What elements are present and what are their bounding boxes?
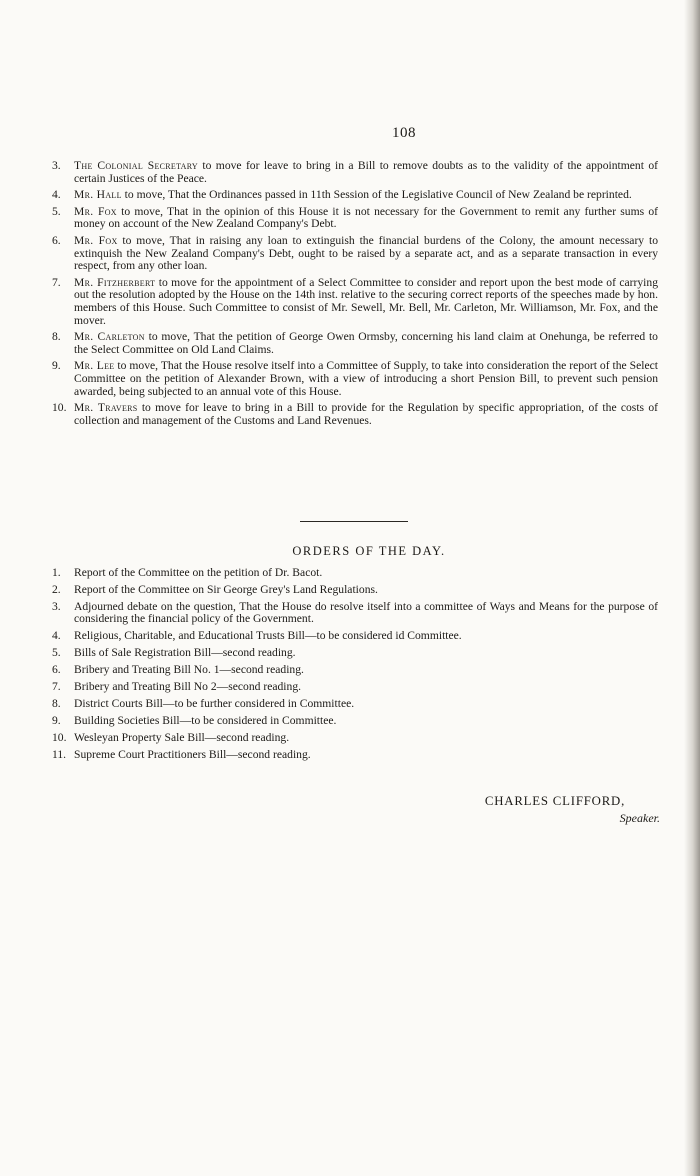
motion-item [52, 402, 658, 427]
motion-item [52, 235, 658, 273]
motion-item [52, 160, 658, 185]
motion-mover: Mr. Travers [74, 401, 138, 415]
motion-text: to move, That the petition of George Owen Ormsby, concerning his land claim at Onehunga, be referred to the Select Committee on Old Land Claims. [74, 330, 658, 356]
motion-text: to move, That in the opinion of this House it is not necessary for the Government to remit any further sums of money on account of the New Zealand Company's Debt. [74, 204, 658, 231]
motion-text: to move, That the House resolve itself into a Committee of Supply, to take into consideration the report of the Select Committee on the petition of Alexander Brown, with a view of introducing a short Pension Bill, to prevent such pension awarded, being subjected to an annual vote of this House. [74, 359, 658, 398]
order-item [52, 715, 658, 728]
order-item [52, 749, 658, 762]
order-text: Report of the Committee on the petition of Dr. Bacot. [74, 566, 323, 579]
motion-number: 5. [52, 204, 61, 218]
notices-of-motion [52, 160, 658, 431]
order-number: 3. [52, 599, 61, 613]
motion-text: to move for leave to bring in a Bill to provide for the Regulation by specific appropriation, of the costs of collection and management of the Customs and Land Revenues. [74, 401, 659, 427]
motion-mover: Mr. Fox [74, 233, 118, 247]
order-text: Supreme Court Practitioners Bill—second reading. [74, 747, 311, 761]
motion-number: 6. [52, 233, 61, 247]
order-item [52, 567, 658, 580]
signature-title: Speaker. [619, 811, 660, 825]
motion-number: 7. [52, 275, 61, 289]
motion-number: 4. [52, 188, 61, 202]
motion-mover: Mr. Fitzherbert [74, 275, 156, 289]
motion-text: to move for the appointment of a Select Committee to consider and report upon the best mode of carrying out the resolution adopted by the House on the 14th inst. relative to the securing correct reports of the speeches made by hon. members of this House. Such Committee to consist of Mr. Sewell, Mr. Bell, Mr. Carleton, Mr. Williamson, Mr. Fox, and the mover. [74, 275, 659, 327]
order-text: Building Societies Bill—to be considered in Committee. [74, 713, 337, 727]
motion-number: 10. [52, 401, 67, 415]
motion-mover: The Colonial Secretary [74, 159, 198, 172]
order-number: 8. [52, 696, 61, 710]
section-divider [300, 521, 408, 522]
order-number: 1. [52, 566, 61, 579]
order-number: 10. [52, 730, 67, 744]
motion-number: 9. [52, 359, 61, 373]
motion-number: 3. [52, 159, 61, 172]
signature-name: CHARLES CLIFFORD, [484, 794, 626, 808]
order-text: Bills of Sale Registration Bill—second reading. [74, 646, 296, 660]
motion-text: to move, That the Ordinances passed in 11th Session of the Legislative Council of New Zealand be reprinted. [121, 188, 632, 202]
order-item [52, 647, 658, 660]
order-number: 11. [52, 747, 67, 761]
motion-item [52, 360, 658, 398]
order-number: 2. [52, 582, 61, 596]
motion-text: to move, That in raising any loan to extinguish the financial burdens of the Colony, the amount necessary to extinquish the New Zealand Company's Debt, ought to be raised by a separate act, and as a separate transaction in every respect, from any other loan. [74, 233, 659, 273]
order-item [52, 698, 658, 711]
order-item [52, 681, 658, 694]
order-text: Report of the Committee on Sir George Grey's Land Regulations. [74, 582, 378, 596]
page-number: 108 [392, 125, 416, 141]
motion-item [52, 189, 658, 202]
order-number: 9. [52, 713, 61, 727]
motion-text: to move for leave to bring in a Bill to remove doubts as to the validity of the appointment of certain Justices of the Peace. [74, 159, 658, 185]
orders-of-the-day-heading: ORDERS OF THE DAY. [292, 544, 446, 558]
motion-mover: Mr. Hall [74, 188, 122, 202]
motion-mover: Mr. Fox [74, 204, 117, 218]
motion-item [52, 331, 658, 356]
order-number: 5. [52, 646, 61, 660]
page-edge-shadow [684, 0, 700, 1176]
order-item [52, 732, 658, 745]
motion-item [52, 206, 658, 231]
order-text: Bribery and Treating Bill No. 1—second reading. [74, 663, 304, 677]
order-text: Religious, Charitable, and Educational Trusts Bill—to be considered id Committee. [74, 629, 462, 643]
order-number: 6. [52, 663, 61, 677]
order-item [52, 584, 658, 597]
order-text: Wesleyan Property Sale Bill—second reading. [74, 730, 290, 744]
order-text: District Courts Bill—to be further considered in Committee. [74, 696, 355, 710]
order-text: Bribery and Treating Bill No 2—second reading. [74, 679, 302, 693]
order-item [52, 664, 658, 677]
orders-of-the-day-list [52, 567, 658, 765]
order-item [52, 630, 658, 643]
motion-mover: Mr. Lee [74, 359, 115, 373]
motion-mover: Mr. Carleton [74, 330, 145, 344]
motion-number: 8. [52, 330, 61, 344]
order-text: Adjourned debate on the question, That the House do resolve itself into a committee of Ways and Means for the purpose of considering the financial policy of the Government. [74, 599, 658, 626]
motion-item [52, 277, 658, 327]
order-number: 7. [52, 679, 61, 693]
order-number: 4. [52, 629, 61, 643]
order-item [52, 601, 658, 626]
